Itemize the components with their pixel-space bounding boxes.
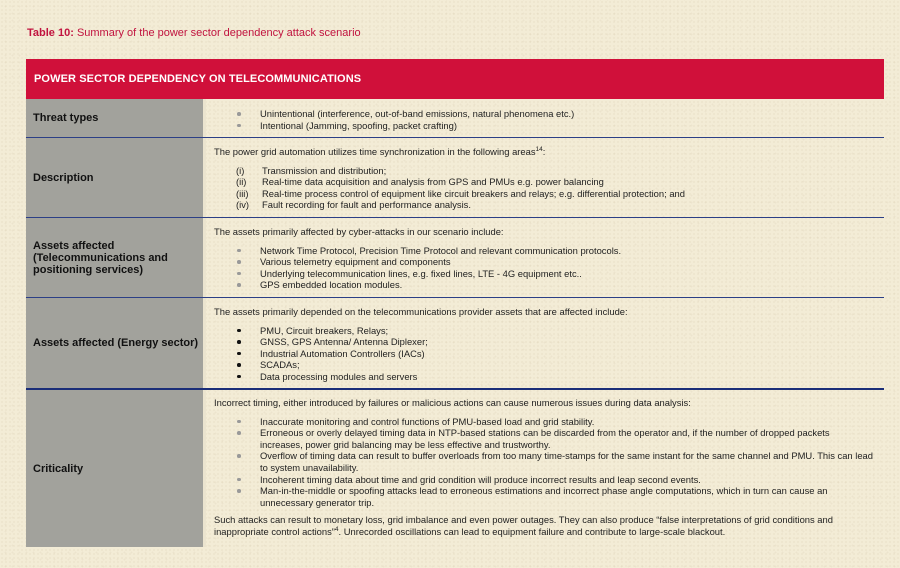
table-row-assets-energy xyxy=(26,298,884,390)
list-item: Inaccurate monitoring and control functions of PMU-based load and grid stability. xyxy=(214,416,874,428)
row-intro: Incorrect timing, either introduced by failures or malicious actions can cause numerous issues during data analysis: xyxy=(214,397,691,408)
row-content xyxy=(206,99,884,137)
list-item: Data processing modules and servers xyxy=(214,371,874,383)
table-row-description xyxy=(26,138,884,218)
list-item: Network Time Protocol, Precision Time Protocol and relevant communication protocols. xyxy=(214,245,874,257)
row-content xyxy=(206,218,884,297)
row-intro: The power grid automation utilizes time synchronization in the following areas$^{14}$: xyxy=(214,145,546,157)
row-label: Criticality xyxy=(26,390,206,547)
summary-table xyxy=(26,59,884,547)
row-content xyxy=(206,138,884,217)
row-intro: The assets primarily affected by cyber-attacks in our scenario include: xyxy=(214,226,504,237)
list-item: Various telemetry equipment and components xyxy=(214,256,874,268)
table-row-criticality xyxy=(26,390,884,547)
table-row-assets-telecom xyxy=(26,218,884,298)
row-intro: The assets primarily depended on the telecommunications provider assets that are affected include: xyxy=(214,306,628,317)
row-content xyxy=(206,298,884,388)
caption-label: Table 10: xyxy=(27,27,74,39)
row-label: Assets affected (Telecommunications and positioning services) xyxy=(26,218,206,297)
list-item: (i) Transmission and distribution; xyxy=(236,164,387,176)
list-item: (iii) Real-time process control of equipment like circuit breakers and relays; e.g. differential protection; and xyxy=(236,187,685,199)
list-item: PMU, Circuit breakers, Relays; xyxy=(214,325,874,337)
row-content xyxy=(206,390,884,547)
table-caption xyxy=(27,27,361,39)
table-row-threat-types xyxy=(26,99,884,138)
row-label: Threat types xyxy=(26,99,206,137)
list-item: Intentional (Jamming, spoofing, packet crafting) xyxy=(214,120,874,132)
caption-text: Summary of the power sector dependency attack scenario xyxy=(76,27,361,39)
list-item: Man-in-the-middle or spoofing attacks lead to erroneous estimations and incorrect phase angle computations, which in turn can cause an unnecessary generator trip. xyxy=(214,485,874,508)
table-header: POWER SECTOR DEPENDENCY ON TELECOMMUNICATIONS xyxy=(26,59,884,99)
list-item: Incoherent timing data about time and grid condition will produce incorrect results and leap second events. xyxy=(214,474,874,486)
footnote-ref: 14 xyxy=(535,145,543,153)
list-item: Industrial Automation Controllers (IACs) xyxy=(214,348,874,360)
row-label: Description xyxy=(26,138,206,217)
list-item: Erroneous or overly delayed timing data in NTP-based stations can be discarded from the operator and, if the number of dropped packets increases, power grid balancing may be less effective and trustworthy. xyxy=(214,427,874,450)
list-item: (ii) Real-time data acquisition and analysis from GPS and PMUs e.g. power balancing xyxy=(236,176,604,188)
list-item: GPS embedded location modules. xyxy=(214,279,874,291)
list-item: Overflow of timing data can result to buffer overloads from too many time-stamps for the same instant for the same channel and PMU. This can lead to system unavailability. xyxy=(214,450,874,473)
list-item: (iv) Fault recording for fault and performance analysis. xyxy=(236,199,471,211)
list-item: Underlying telecommunication lines, e.g. fixed lines, LTE - 4G equipment etc.. xyxy=(214,268,874,280)
row-outro: Such attacks can result to monetary loss, grid imbalance and even power outages. They can also produce “false interpretations of grid conditions and inappropriate control actions”$^4$. Unrecorded oscillations can lead to equipment failure and contribute to large-scale blackout. xyxy=(214,514,833,537)
list-item: GNSS, GPS Antenna/ Antenna Diplexer; xyxy=(214,336,874,348)
list-item: Unintentional (interference, out-of-band emissions, natural phenomena etc.) xyxy=(214,108,874,120)
footnote-ref: 4 xyxy=(334,525,339,533)
list-item: SCADAs; xyxy=(214,359,874,371)
row-label: Assets affected (Energy sector) xyxy=(26,298,206,388)
